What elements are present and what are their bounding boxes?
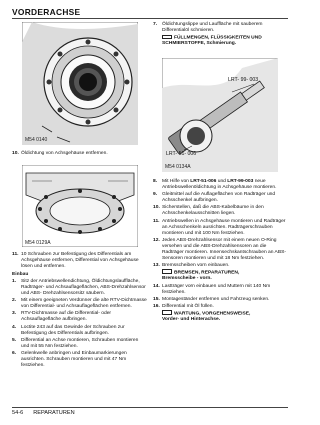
page-header-title: VORDERACHSE — [12, 7, 81, 17]
right-step — [153, 205, 289, 217]
tool-label-lrt-99-003: LRT- 99- 003 — [228, 77, 259, 83]
step-text: Antriebswellen in Achsgehäuse montieren und Radträger an Achsschenkeln ausrichten. Radträgerschrauben montieren und mit 100 Nm festziehen. — [162, 218, 286, 236]
step-number: 13. — [153, 262, 160, 268]
footer-rule — [12, 407, 288, 408]
reference-book-icon — [162, 310, 172, 314]
step-text: RTV-Dichtmasse auf die Differential- oder Achsauflagefläche aufbringen. — [21, 311, 112, 323]
step-text: Mit einem geeigneten Verdünner die alte RTV-Dichtmasse von Differential- und Achsauflageflächen entfernen. — [21, 298, 147, 310]
step-number: 1. — [12, 279, 17, 284]
cross-reference-link[interactable]: SCHMIERSTOFFE, Schmierung. — [162, 41, 237, 47]
step-text: Loctite 243 auf das Gewinde der Schrauben zur Befestigung des Differentials aufbringen. — [21, 324, 125, 336]
step-number: 10. — [12, 151, 19, 156]
step-number: 11. — [12, 252, 19, 257]
step-text: Lastträger vorn einbauen und Muttern mit 140 Nm festziehen. — [162, 283, 271, 295]
step-text: und — [216, 179, 228, 184]
left-text-column — [12, 252, 147, 370]
einbau-step — [12, 311, 147, 323]
step-number: 8. — [153, 179, 158, 184]
left-step-11 — [12, 252, 147, 270]
right-step-7 — [153, 22, 289, 49]
step-text: Differential an Achse montieren, Schrauben montieren und mit 55 Nm festziehen. — [21, 337, 139, 349]
page-number: 54-6 — [12, 410, 24, 416]
cross-reference-link[interactable]: BREMSEN, REPARATUREN, — [174, 270, 240, 276]
right-text-column — [153, 179, 289, 324]
step-number: 14. — [153, 283, 160, 289]
cross-reference-link[interactable]: FÜLLMENGEN, FLÜSSIGKEITEN UND — [174, 35, 262, 41]
step-text: Öldichtung von Achsgehäuse entfernen. — [21, 151, 108, 156]
reference-book-icon — [162, 35, 172, 39]
figure-differential-bolts — [22, 165, 138, 247]
left-step-10 — [12, 151, 147, 158]
step-number: 2. — [12, 298, 17, 304]
right-step — [153, 297, 289, 303]
einbau-step — [12, 351, 147, 369]
step-text: Montageständer entfernen und Fahrzeug senken. — [162, 296, 270, 302]
step-number: 11. — [153, 218, 160, 224]
step-number: 15. — [153, 296, 160, 302]
step-text: Jeden ABS-Drehzahlsensor mit einem neuen O-Ring versehen und die ABS-Drehzahlsensoren an die Radträger montieren. Innensechskantschrauben an ABS-Sensoren montieren und mit 18 Nm festziehen. — [162, 237, 286, 261]
step-number: 3. — [12, 311, 17, 317]
step-text: Öldichtungslippe und Lauffläche mit sauberem Differentialöl schmieren. — [162, 22, 263, 33]
cross-reference-link[interactable]: Vorder- und Hinterachse. — [162, 317, 221, 323]
step-text: Sitz der Antriebswellendichtung, Öldichtungslauffläche, Radträger- und Achsauflageflächen, ABS-Drehzahlsensor und ABS- Drehzahlsensorsitz säubern. — [21, 279, 146, 296]
tool-ref: LRT-51-006 — [190, 179, 217, 184]
figure3-code: M54 0134A — [165, 164, 191, 170]
tool-label-lrt-51-006: LRT- 51- 006 — [166, 151, 197, 157]
right-step — [153, 304, 289, 323]
right-step — [153, 219, 289, 237]
step-text: Bremsscheiben vorn einbauen. — [162, 262, 230, 268]
step-text: Differential mit Öl füllen. — [162, 303, 214, 309]
right-step — [153, 284, 289, 296]
step-text: Mit Hilfe von — [162, 179, 191, 184]
step-number: 16. — [153, 303, 160, 309]
footer-section: REPARATUREN — [33, 410, 75, 416]
figure-seal-installation-tools — [162, 58, 278, 172]
figure-oil-seal-housing — [22, 22, 138, 145]
right-step — [153, 238, 289, 262]
step-number: 6. — [12, 350, 17, 356]
reference-book-icon — [162, 269, 172, 273]
step-number: 7. — [153, 22, 158, 27]
right-step-8 — [153, 179, 289, 191]
step-text: Gelenkwelle anbringen und Einbaumarkierungen ausrichten. Schrauben montieren und mit 47 Nm festziehen. — [21, 350, 127, 368]
step-number: 12. — [153, 237, 160, 243]
cross-reference-link[interactable]: WARTUNG, VORGEHENSWEISE, — [174, 311, 251, 317]
step-text: Sicherstellen, daß die ABS-Kabelbäume in den Achsschenkelausschnitten liegen. — [162, 205, 264, 217]
page-footer — [12, 410, 85, 416]
step-text: neue Antriebswellenöldichtung in Achsgehäuse montieren. — [162, 179, 277, 190]
einbau-step — [12, 338, 147, 350]
cross-reference-link[interactable]: Bremsscheibe - vorn. — [162, 276, 212, 282]
step-number: 9. — [153, 192, 158, 198]
figure2-code: M54 0129A — [25, 240, 51, 246]
figure1-code: M54 0140 — [25, 137, 48, 143]
einbau-step — [12, 298, 147, 310]
step-number: 10. — [153, 205, 160, 211]
step-text: Gleitmittel auf die Auflageflächen von Radträger und Achsschenkel aufbringen. — [162, 192, 276, 204]
einbau-step — [12, 325, 147, 337]
tool-ref: LRT-99-003 — [227, 179, 254, 184]
right-step — [153, 192, 289, 204]
step-number: 5. — [12, 337, 17, 343]
section-heading-einbau: Einbau — [12, 272, 29, 277]
step-number: 4. — [12, 324, 17, 330]
right-step — [153, 263, 289, 282]
header-rule — [12, 18, 288, 19]
step-text: 10 Schrauben zur Befestigung des Differentials am Achsgehäuse entfernen, Differential von Achsgehäuse lösen und entfernen. — [21, 252, 139, 269]
einbau-step — [12, 279, 147, 297]
